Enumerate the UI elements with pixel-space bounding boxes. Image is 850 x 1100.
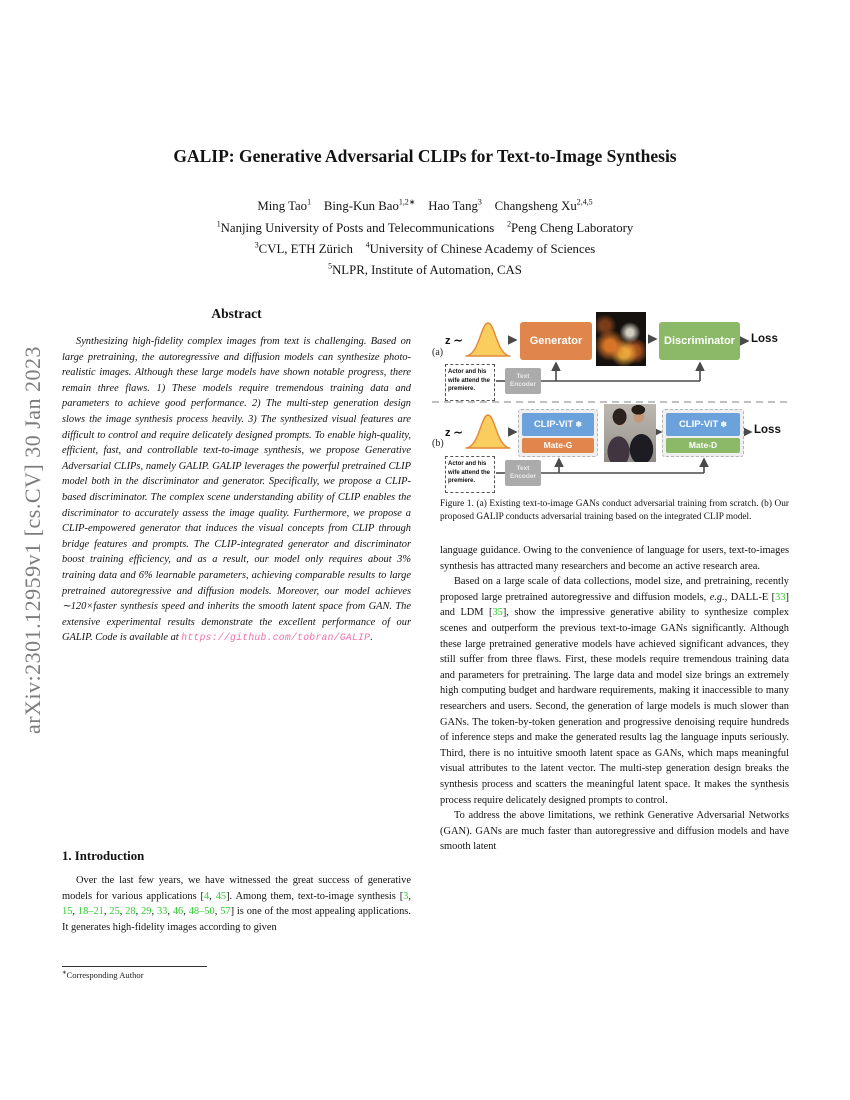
footnote bbox=[62, 966, 411, 980]
affiliation-line-1: $^1$Nanjing University of Posts and Telecommunications $^2$Peng Cheng Laboratory bbox=[216, 219, 634, 235]
affiliation-line-2: $^3$CVL, ETH Zürich $^4$University of Chinese Academy of Sciences bbox=[254, 240, 596, 256]
clip-vit-g-box bbox=[522, 413, 594, 436]
figure-1-caption: Figure 1. (a) Existing text-to-image GANs conduct adversarial training from scratch. (b) Our proposed GALIP conducts adversarial training based on the integrated CLIP model. bbox=[440, 499, 789, 523]
paper-title: GALIP: Generative Adversarial CLIPs for Text-to-Image Synthesis bbox=[173, 146, 677, 166]
body-paragraph: Based on a large scale of data collections, model size, and pretraining, recently proposed large pretrained autoregressive and diffusion models, e.g., DALL-E [33] and LDM [35], show the impressive generative ability to synthesize complex scenes and outperform the previous text-to-image GANs significantly. Although these large pretrained generative models have achieved significant advances, they still suffer from three flaws. First, these models require tremendous training data and parameters for pretraining. The large data and model size brings an extremely high computing budget and hardware requirements, making it inaccessible to many researchers and users. Second, the generation of large models is much slower than GANs. The token-by-token generation and progressive denoising require hundreds of inference steps and make the generated results lag the language inputs seriously. Third, there is no intuitive smooth latent space as GANs, which maps meaningful visual attributes to the latent vector. The multi-step generation design breaks the synthesis process and scatters the meaningful latent space. It makes the synthesis process require delicately designed prompts to control. bbox=[440, 576, 790, 806]
github-link[interactable]: https://github.com/tobran/GALIP bbox=[181, 632, 371, 644]
figure-1 bbox=[432, 310, 790, 496]
authors-line: Ming Tao$^1$ Bing-Kun Bao$^{1,2∗}$ Hao Tang$^3$ Changsheng Xu$^{2,4,5}$ bbox=[257, 197, 593, 213]
mate-g-box: Mate-G bbox=[522, 438, 594, 453]
gaussian-curve-b bbox=[465, 415, 511, 448]
z-symbol-a: z ∼ bbox=[445, 335, 463, 347]
text-encoder-b: Text Encoder bbox=[505, 460, 541, 486]
z-symbol-b: z ∼ bbox=[445, 427, 463, 439]
clip-vit-d-label: CLIP-ViT bbox=[678, 418, 719, 430]
snowflake-icon: ❄ bbox=[575, 419, 583, 429]
panel-b-label: (b) bbox=[432, 438, 444, 449]
real-image bbox=[604, 404, 656, 462]
body-paragraph: language guidance. Owing to the convenience of language for users, text-to-images synthesis has attracted many researchers and become an active research area. bbox=[440, 545, 789, 572]
arxiv-watermark: arXiv:2301.12959v1 [cs.CV] 30 Jan 2023 bbox=[20, 345, 45, 735]
clip-vit-d-box bbox=[666, 413, 740, 436]
loss-label-b: Loss bbox=[754, 424, 781, 436]
introduction-paragraph: Over the last few years, we have witnessed the great success of generative models for various applications [4, 45]. Among them, text-to-image synthesis [3, 15, 18–21, 25, 28, 29, 33, 46, 48–50, 57] is one of the most appealing applications. It generates high-fidelity images according to given bbox=[62, 875, 411, 933]
snowflake-icon: ❄ bbox=[720, 419, 728, 429]
affiliation-line-3: $^5$NLPR, Institute of Automation, CAS bbox=[328, 261, 522, 277]
generated-image bbox=[596, 312, 646, 366]
clip-discriminator-group bbox=[662, 409, 744, 457]
text-prompt-b: Actor and his wife attend the premiere. bbox=[445, 456, 495, 493]
abstract-text: Synthesizing high-fidelity complex images from text is challenging. Based on large pretraining, the autoregressive and diffusion models can synthesize photo-realistic images. Although these large models have shown notable progress, there remain three flaws. 1) These models require tremendous training data and parameters to achieve good performance. 2) The multi-step generation design slows the image synthesis process heavily. 3) The synthesized visual features are difficult to control and require delicately designed prompts. To enable high-quality, efficient, fast, and controllable text-to-image synthesis, we propose Generative Adversarial CLIPs, namely GALIP. GALIP leverages the powerful pretrained CLIP model both in the discriminator and generator. Specifically, we propose a CLIP-based discriminator. The complex scene understanding ability of CLIP enables the discriminator to accurately assess the image quality. Furthermore, we propose a CLIP-empowered generator that induces the visual concepts from CLIP through bridge features and prompts. The CLIP-integrated generator and discriminator boost training efficiency, and as a result, our model only requires about 3% training data and 6% learnable parameters, achieving comparable results to large pretrained autoregressive and diffusion models. Moreover, our model achieves ∼120×faster synthesis speed and inherits the smooth latent space from GAN. The extensive experimental results demonstrate the excellent performance of our GALIP. Code is available at https://github.com/tobran/GALIP. bbox=[62, 336, 411, 644]
clip-generator-group bbox=[518, 409, 598, 457]
right-column-body bbox=[440, 543, 789, 855]
panel-a-label: (a) bbox=[432, 347, 444, 358]
abstract-heading: Abstract bbox=[211, 306, 262, 321]
loss-label-a: Loss bbox=[751, 333, 778, 345]
mate-d-box: Mate-D bbox=[666, 438, 740, 453]
body-paragraph: To address the above limitations, we rethink Generative Adversarial Networks (GAN). GANs are much faster than autoregressive and diffusion models and have smooth latent bbox=[440, 810, 789, 853]
text-prompt-a: Actor and his wife attend the premiere. bbox=[445, 364, 495, 401]
generator-box: Generator bbox=[520, 322, 592, 360]
discriminator-box: Discriminator bbox=[659, 322, 740, 360]
text-encoder-a: Text Encoder bbox=[505, 368, 541, 394]
section-heading-introduction: 1. Introduction bbox=[62, 849, 145, 863]
gaussian-curve-a bbox=[465, 323, 511, 356]
footnote-rule bbox=[62, 966, 207, 967]
footnote-text: ∗Corresponding Author bbox=[62, 970, 144, 980]
clip-vit-g-label: CLIP-ViT bbox=[533, 418, 574, 430]
